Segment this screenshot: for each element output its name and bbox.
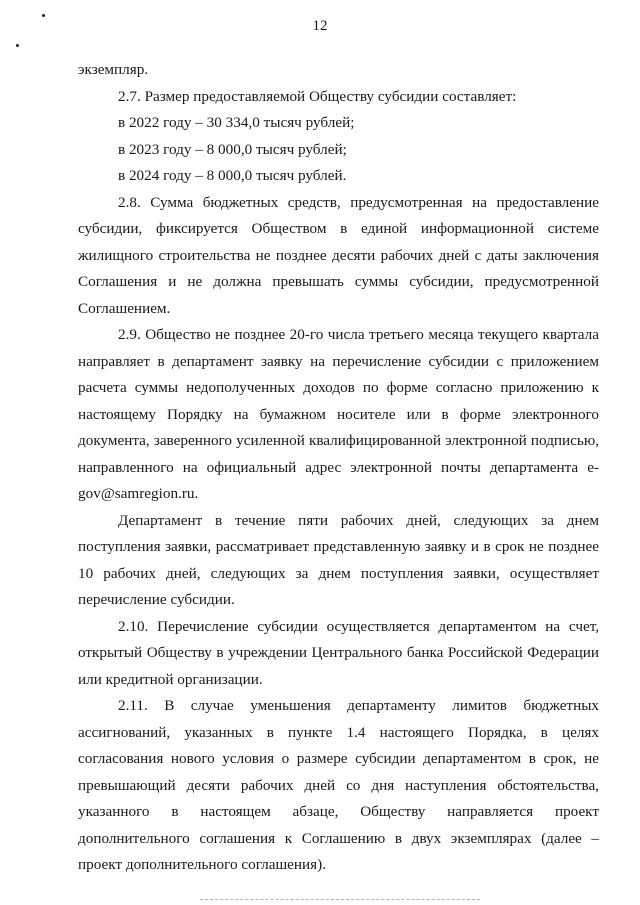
scan-speck	[42, 14, 45, 17]
subsidy-2024-line: в 2024 году – 8 000,0 тысяч рублей.	[118, 167, 347, 184]
paragraph-department-review: Департамент в течение пяти рабочих дней, следующих за днем поступления заявки, рассматривает представленную заявку и в срок не позднее 10 рабочих дней, следующих за днем поступления заявки, осуществляет перечисление субсидии.	[78, 511, 599, 608]
document-body	[78, 57, 599, 879]
paragraph-2-10: 2.10. Перечисление субсидии осуществляется департаментом на счет, открытый Обществу в учреждении Центрального банка Российской Федерации или кредитной организации.	[78, 617, 599, 688]
scan-speck	[16, 44, 19, 47]
page-number: 12	[312, 18, 328, 34]
subsidy-2022-line: в 2022 году – 30 334,0 тысяч рублей;	[118, 114, 355, 131]
paragraph-2-9: 2.9. Общество не позднее 20-го числа третьего месяца текущего квартала направляет в департамент заявку на перечисление субсидии с приложением расчета суммы недополученных доходов по форме согласно приложению к настоящему Порядку на бумажном носителе или в форме электронного документа, заверенного усиленной квалифицированной электронной подписью, направленного на официальный адрес электронной почты департамента e-gov@samregion.ru.	[78, 326, 599, 502]
paragraph-2-7: 2.7. Размер предоставляемой Обществу субсидии составляет:	[118, 87, 517, 105]
subsidy-2023-line: в 2023 году – 8 000,0 тысяч рублей;	[118, 140, 347, 158]
paragraph-continuation: экземпляр.	[78, 61, 149, 78]
page-bottom-edge	[200, 899, 480, 900]
paragraph-2-11: 2.11. В случае уменьшения департаменту лимитов бюджетных ассигнований, указанных в пункте 1.4 настоящего Порядка, в целях согласования нового условия о размере субсидии департаментом в срок, не превышающий десяти рабочих дней со дня наступления обстоятельства, указанного в настоящем абзаце, Обществу направляется проект дополнительного соглашения к Соглашению в двух экземплярах (далее – проект дополнительного соглашения).	[78, 697, 599, 873]
paragraph-2-8: 2.8. Сумма бюджетных средств, предусмотренная на предоставление субсидии, фиксируется Обществом в единой информационной системе жилищного строительства не позднее десяти рабочих дней с даты заключения Соглашения и не должна превышать суммы субсидии, предусмотренной Соглашением.	[78, 193, 599, 317]
